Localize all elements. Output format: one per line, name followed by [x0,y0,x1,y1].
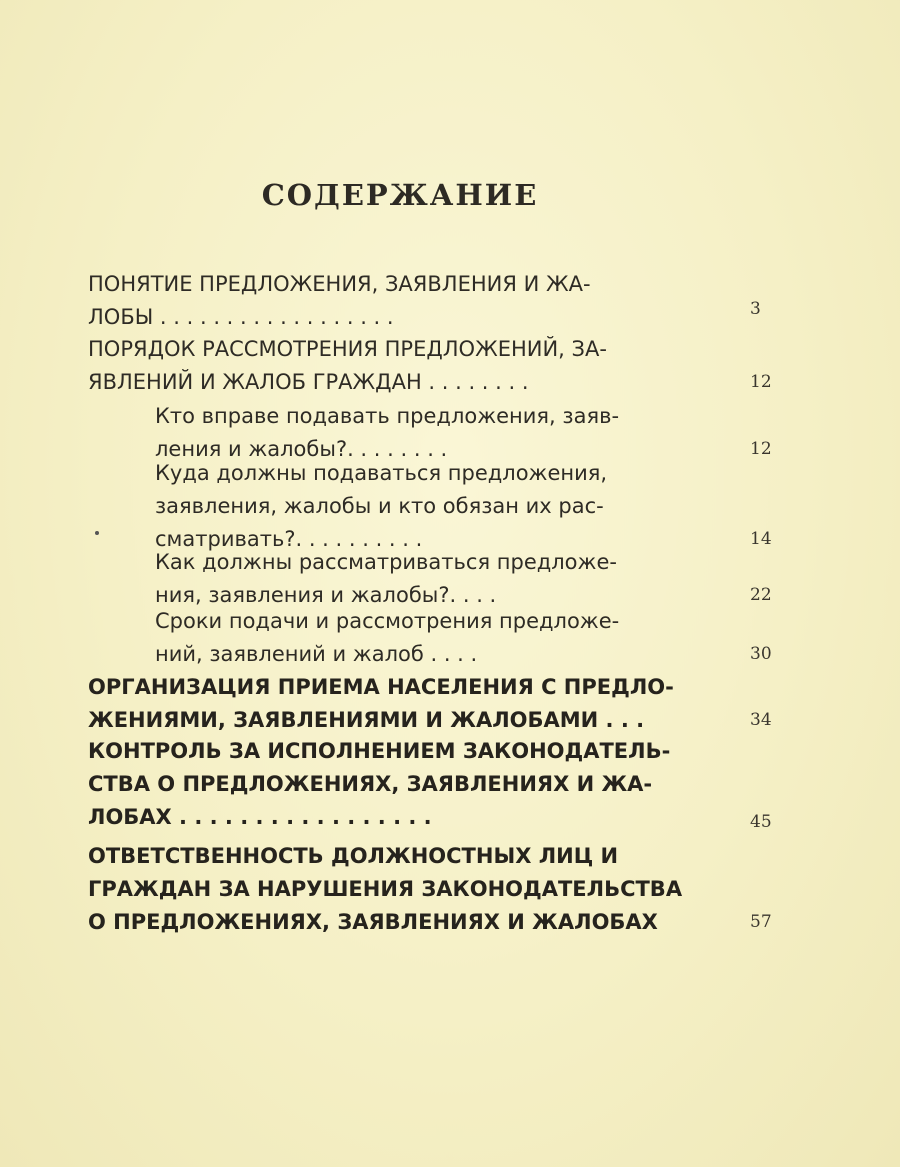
toc-page-number: 3 [750,299,761,319]
toc-page-number: 12 [750,439,772,459]
toc-entry-procedure [88,333,898,399]
toc-entry-line: Куда должны подаваться предложения, [155,461,608,485]
toc-entry-line: ния, заявления и жалобы?. . . . [155,583,497,607]
toc-page-number: 57 [750,912,772,932]
toc-entry-control [88,735,898,834]
toc-entry-line: ОТВЕТСТВЕННОСТЬ ДОЛЖНОСТНЫХ ЛИЦ И [88,844,619,868]
toc-page-number: 22 [750,585,772,605]
toc-entry-line: ПОРЯДОК РАССМОТРЕНИЯ ПРЕДЛОЖЕНИЙ, ЗА- [88,337,607,361]
toc-entry-line: ПОНЯТИЕ ПРЕДЛОЖЕНИЯ, ЗАЯВЛЕНИЯ И ЖА- [88,272,591,296]
toc-entry-line: сматривать?. . . . . . . . . . [155,527,423,551]
toc-entry-line: О ПРЕДЛОЖЕНИЯХ, ЗАЯВЛЕНИЯХ И ЖАЛОБАХ [88,910,658,934]
toc-entry-concept [88,268,898,334]
toc-entry-reception [88,671,898,737]
toc-entry-responsibility [88,840,898,939]
toc-entry-where-submitted [155,457,900,556]
toc-entry-line: заявления, жалобы и кто обязан их рас- [155,494,604,518]
toc-entry-line: Как должны рассматриваться предложе- [155,550,617,574]
toc-entry-line: Кто вправе подавать предложения, заяв- [155,404,620,428]
toc-page-number: 34 [750,710,772,730]
toc-entry-line: ЛОБАХ . . . . . . . . . . . . . . . . . [88,805,432,829]
toc-entry-line: ГРАЖДАН ЗА НАРУШЕНИЯ ЗАКОНОДАТЕЛЬСТВА [88,877,683,901]
toc-entry-line: ОРГАНИЗАЦИЯ ПРИЕМА НАСЕЛЕНИЯ С ПРЕДЛО- [88,675,674,699]
toc-entry-how-considered [155,546,900,612]
page-title: СОДЕРЖАНИЕ [261,178,539,212]
toc-page-number: 30 [750,644,772,664]
toc-entry-line: ЛОБЫ . . . . . . . . . . . . . . . . . . [88,305,394,329]
toc-entry-line: ления и жалобы?. . . . . . . . [155,437,448,461]
toc-entry-line: КОНТРОЛЬ ЗА ИСПОЛНЕНИЕМ ЗАКОНОДАТЕЛЬ- [88,739,671,763]
toc-entry-line: ЯВЛЕНИЙ И ЖАЛОБ ГРАЖДАН . . . . . . . . [88,370,529,394]
toc-entry-deadlines [155,605,900,671]
toc-entry-line: СТВА О ПРЕДЛОЖЕНИЯХ, ЗАЯВЛЕНИЯХ И ЖА- [88,772,653,796]
toc-entry-line: Сроки подачи и рассмотрения предложе- [155,609,620,633]
toc-page-number: 12 [750,372,772,392]
toc-page-number: 45 [750,812,772,832]
margin-dot [95,531,99,535]
toc-entry-line: ЖЕНИЯМИ, ЗАЯВЛЕНИЯМИ И ЖАЛОБАМИ . . . [88,708,645,732]
toc-entry-line: ний, заявлений и жалоб . . . . [155,642,478,666]
toc-page-number: 14 [750,529,772,549]
